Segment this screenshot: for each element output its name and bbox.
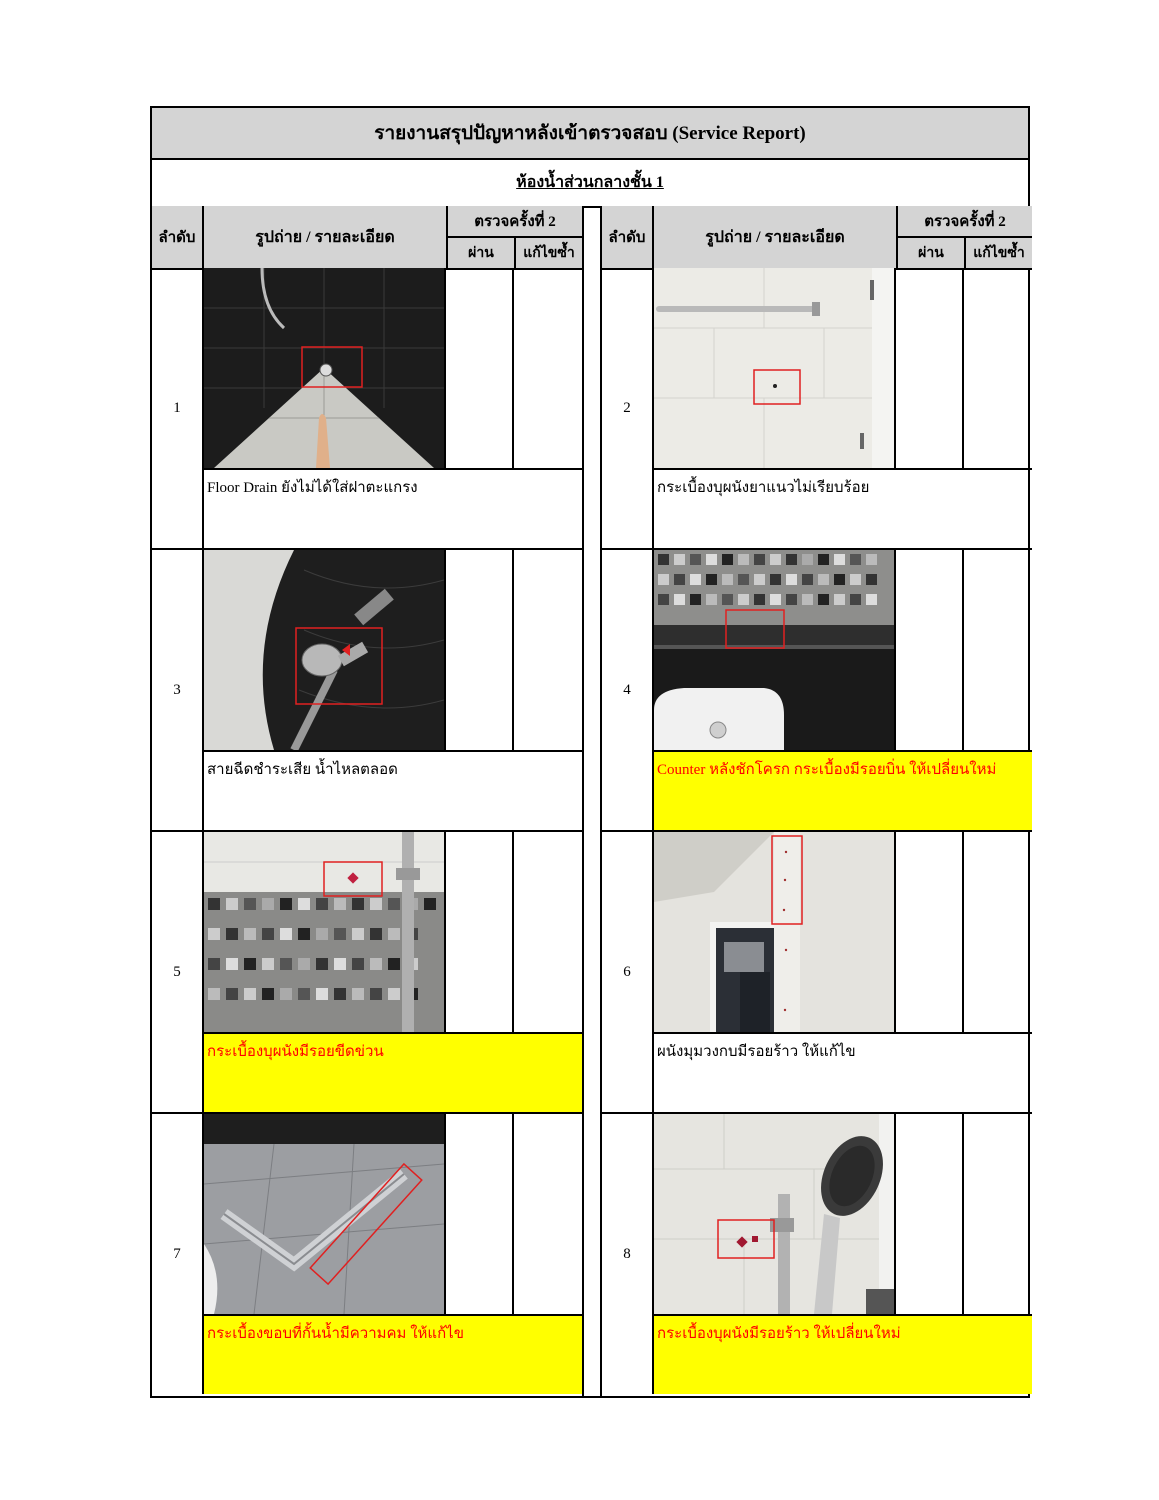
item-number: 5 [152,832,204,1112]
pass-cell[interactable] [898,268,964,468]
table-row [152,1114,582,1396]
pass-cell[interactable] [448,1114,514,1314]
item-description: Counter หลังชักโครก กระเบื้องมีรอยบิ่น ให้เปลี่ยนใหม่ [654,750,1032,830]
service-report-table [150,106,1030,1398]
fix-cell[interactable] [966,832,1032,1032]
table-row [152,550,582,832]
mosaic-wall-photo [204,832,446,1032]
item-description: กระเบื้องบุผนังมีรอยร้าว ให้เปลี่ยนใหม่ [654,1314,1032,1394]
item-description: กระเบื้องบุผนังมีรอยขีดข่วน [204,1032,582,1112]
section-title: ห้องน้ำส่วนกลางชั้น 1 [152,158,1028,208]
right-column [600,206,1032,1396]
header-fix: แก้ไขซ้ำ [523,246,575,261]
fix-cell[interactable] [516,550,582,750]
wall-tile-towel-bar-photo [654,268,896,468]
report-title: รายงานสรุปปัญหาหลังเข้าตรวจสอบ (Service Report) [152,108,1028,160]
table-row [602,550,1032,832]
pass-cell[interactable] [448,832,514,1032]
pass-cell[interactable] [898,832,964,1032]
fix-cell[interactable] [966,1114,1032,1314]
pass-cell[interactable] [898,1114,964,1314]
header-check-round: ตรวจครั้งที่ 2 [448,206,582,238]
pass-cell[interactable] [448,268,514,468]
floor-tile-edge-photo [204,1114,446,1314]
item-number: 7 [152,1114,204,1394]
table-row [152,268,582,550]
header-pass: ผ่าน [898,238,966,268]
header-fix: แก้ไขซ้ำ [973,246,1025,261]
mosaic-counter-photo [654,550,896,750]
item-description: Floor Drain ยังไม่ได้ใส่ฝาตะแกรง [204,468,582,548]
header-photo-desc: รูปถ่าย / รายละเอียด [654,206,898,268]
item-description: สายฉีดชำระเสีย น้ำไหลตลอด [204,750,582,830]
shower-floor-drain-photo [204,268,446,468]
fix-cell[interactable] [966,550,1032,750]
fix-cell[interactable] [966,268,1032,468]
header-no: ลำดับ [602,206,654,268]
item-description: กระเบื้องบุผนังยาแนวไม่เรียบร้อย [654,468,1032,548]
bidet-spray-photo [204,550,446,750]
item-number: 8 [602,1114,654,1394]
fix-cell[interactable] [516,268,582,468]
table-row [152,832,582,1114]
header-photo-desc: รูปถ่าย / รายละเอียด [204,206,448,268]
item-number: 6 [602,832,654,1112]
item-number: 3 [152,550,204,830]
fix-cell[interactable] [516,1114,582,1314]
header-check-round: ตรวจครั้งที่ 2 [898,206,1032,238]
pass-cell[interactable] [448,550,514,750]
left-column [152,206,584,1396]
item-description: กระเบื้องขอบที่กั้นน้ำมีความคม ให้แก้ไข [204,1314,582,1394]
header-pass: ผ่าน [448,238,516,268]
item-number: 1 [152,268,204,548]
table-header-right [602,206,1032,270]
table-row [602,268,1032,550]
item-description: ผนังมุมวงกบมีรอยร้าว ให้แก้ไข [654,1032,1032,1112]
table-header-left [152,206,582,270]
fix-cell[interactable] [516,832,582,1032]
pass-cell[interactable] [898,550,964,750]
item-number: 4 [602,550,654,830]
door-frame-wall-photo [654,832,896,1032]
item-number: 2 [602,268,654,548]
shower-head-wall-photo [654,1114,896,1314]
header-no: ลำดับ [152,206,204,268]
table-row [602,832,1032,1114]
column-gap [582,206,600,1396]
table-row [602,1114,1032,1396]
